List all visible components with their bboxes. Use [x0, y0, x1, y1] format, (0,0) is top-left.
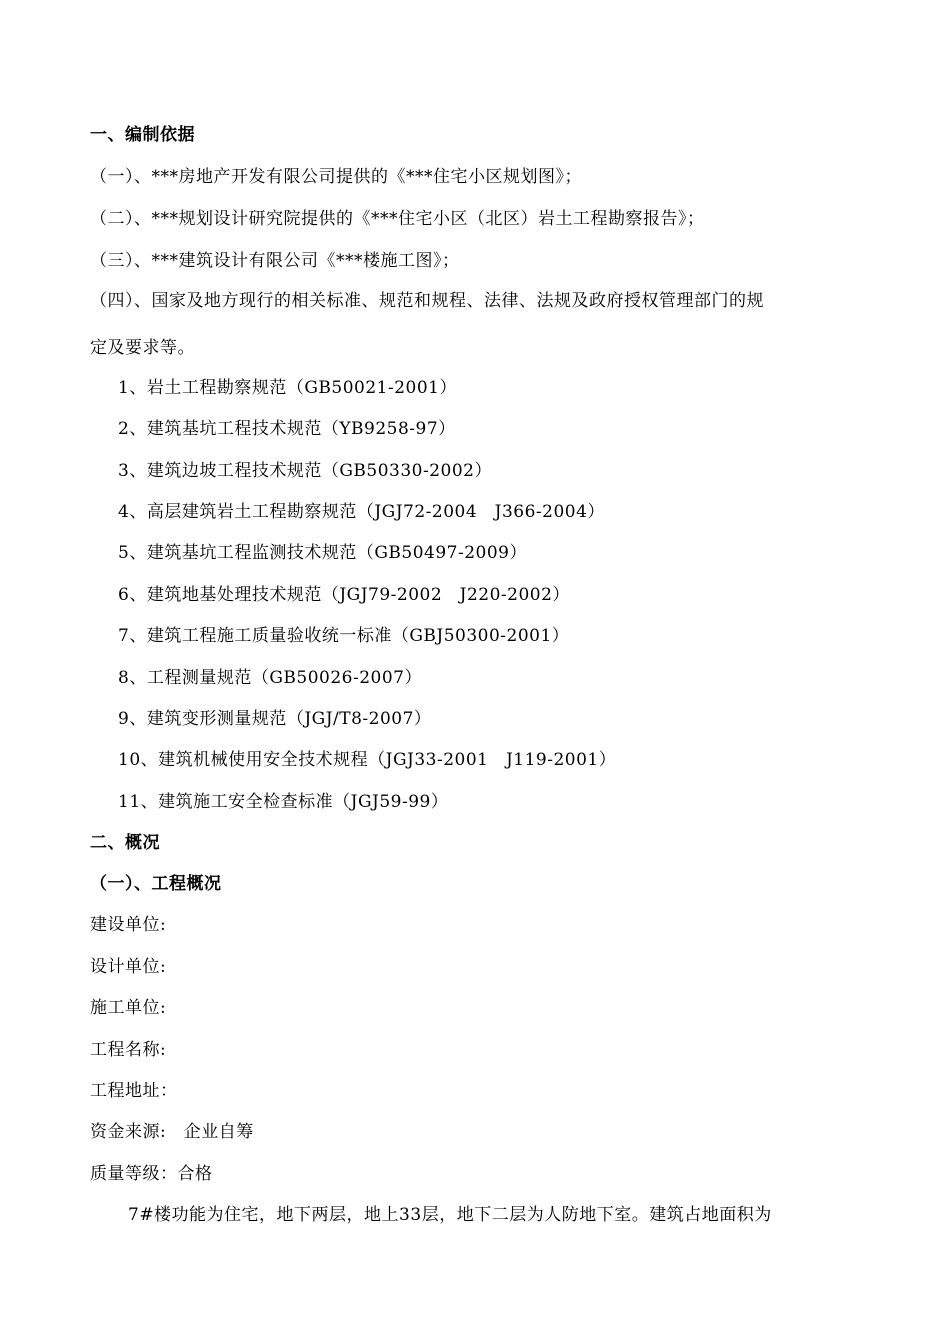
standard-item-6: 6、建筑地基处理技术规范（JGJ79-2002 J220-2002）	[118, 585, 570, 605]
field-funding-source: 资金来源: 企业自筹	[90, 1122, 254, 1142]
standard-item-9: 9、建筑变形测量规范（JGJ/T8-2007）	[118, 709, 432, 729]
basis-item-4: （四）、国家及地方现行的相关标准、规范和规程、法律、法规及政府授权管理部门的规	[90, 291, 764, 311]
field-project-name: 工程名称:	[90, 1040, 167, 1060]
field-project-address: 工程地址：	[90, 1081, 178, 1101]
standard-item-2: 2、建筑基坑工程技术规范（YB9258-97）	[118, 419, 456, 439]
project-description-paragraph: 7#楼功能为住宅，地下两层，地上33层，地下二层为人防地下室。建筑占地面积为	[128, 1205, 772, 1225]
section-2-title: 二、概况	[90, 833, 160, 853]
standard-item-10: 10、建筑机械使用安全技术规程（JGJ33-2001 J119-2001）	[118, 750, 617, 770]
basis-item-4-continued: 定及要求等。	[90, 338, 195, 358]
standard-item-8: 8、工程测量规范（GB50026-2007）	[118, 668, 422, 688]
section-1-title: 一、编制依据	[90, 125, 195, 145]
standard-item-5: 5、建筑基坑工程监测技术规范（GB50497-2009）	[118, 543, 527, 563]
field-contractor: 施工单位:	[90, 998, 167, 1018]
standard-item-1: 1、岩土工程勘察规范（GB50021-2001）	[118, 378, 457, 398]
basis-item-2: （二）、***规划设计研究院提供的《***住宅小区（北区）岩土工程勘察报告》；	[90, 209, 705, 229]
standard-item-4: 4、高层建筑岩土工程勘察规范（JGJ72-2004 J366-2004）	[118, 502, 605, 522]
standard-item-11: 11、建筑施工安全检查标准（JGJ59-99）	[118, 792, 449, 812]
field-quality-grade: 质量等级：合格	[90, 1164, 213, 1184]
basis-item-1: （一）、***房地产开发有限公司提供的《***住宅小区规划图》；	[90, 167, 582, 187]
field-designer: 设计单位:	[90, 957, 167, 977]
standard-item-7: 7、建筑工程施工质量验收统一标准（GBJ50300-2001）	[118, 626, 570, 646]
field-client: 建设单位:	[90, 915, 167, 935]
basis-item-3: （三）、***建筑设计有限公司《***楼施工图》；	[90, 251, 460, 271]
standard-item-3: 3、建筑边坡工程技术规范（GB50330-2002）	[118, 461, 492, 481]
section-2-subtitle: （一）、工程概况	[90, 874, 222, 894]
